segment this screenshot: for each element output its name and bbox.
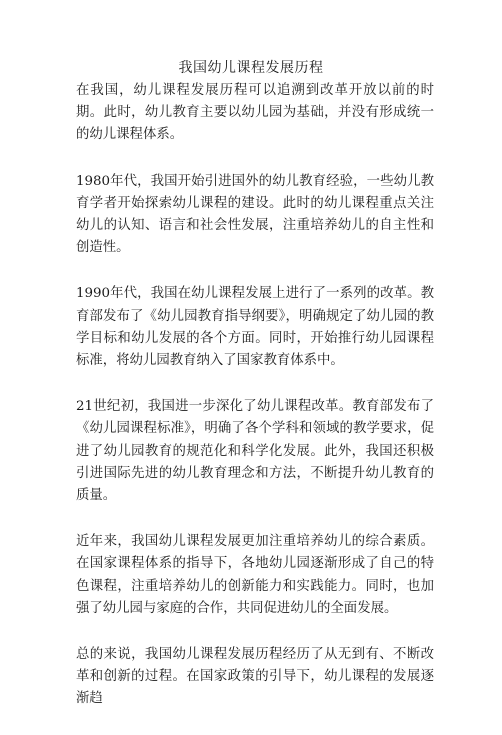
- paragraph-6: 总的来说，我国幼儿课程发展历程经历了从无到有、不断改革和创新的过程。在国家政策的引导下，幼儿课程的发展逐渐趋: [76, 647, 434, 707]
- paragraph-4: 21世纪初，我国进一步深化了幼儿课程改革。教育部发布了《幼儿园课程标准》，明确了各个学科和领域的教学要求，促进了幼儿园教育的规范化和科学化发展。此外，我国还积极引进国际先进的幼儿教育理念和方法，不断提升幼儿教育的质量。: [76, 399, 434, 504]
- paragraph-5: 近年来，我国幼儿课程发展更加注重培养幼儿的综合素质。在国家课程体系的指导下，各地幼儿园逐渐形成了自己的特色课程，注重培养幼儿的创新能力和实践能力。同时，也加强了幼儿园与家庭的合作，共同促进幼儿的全面发展。: [76, 534, 434, 616]
- document-title: 我国幼儿课程发展历程: [178, 60, 324, 76]
- paragraph-1: 在我国，幼儿课程发展历程可以追溯到改革开放以前的时期。此时，幼儿教育主要以幼儿园为基础，并没有形成统一的幼儿课程体系。: [76, 83, 434, 143]
- paragraph-3: 1990年代，我国在幼儿课程发展上进行了一系列的改革。教育部发布了《幼儿园教育指导纲要》，明确规定了幼儿园的教学目标和幼儿发展的各个方面。同时，开始推行幼儿园课程标准，将幼儿园教育纳入了国家教育体系中。: [76, 286, 434, 369]
- paragraph-2: 1980年代，我国开始引进国外的幼儿教育经验，一些幼儿教育学者开始探索幼儿课程的建设。此时的幼儿课程重点关注幼儿的认知、语言和社会性发展，注重培养幼儿的自主性和创造性。: [76, 173, 434, 256]
- document-body: [76, 80, 434, 735]
